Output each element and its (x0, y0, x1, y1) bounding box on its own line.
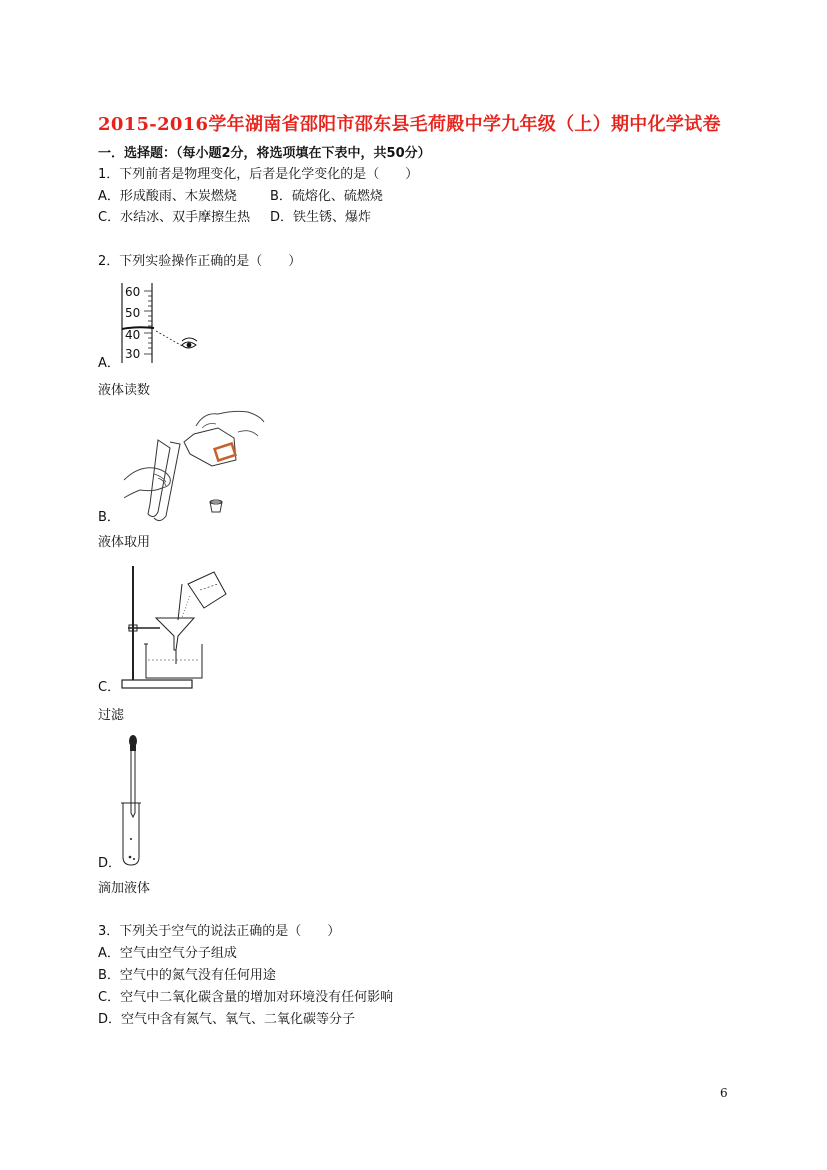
tick-label: 60 (125, 285, 141, 299)
q3-option-c: C．空气中二氧化碳含量的增加对环境没有任何影响 (98, 990, 394, 1005)
tick-label: 30 (125, 347, 141, 361)
tick-label: 40 (125, 328, 141, 342)
q3-option-d: D．空气中含有氮气、氧气、二氧化碳等分子 (98, 1012, 356, 1027)
q2-option-c-caption: 过滤 (98, 708, 125, 723)
q2-option-a-letter: A． (98, 356, 120, 371)
figure-filtration (118, 564, 228, 692)
q3-option-a: A．空气由空气分子组成 (98, 946, 237, 961)
figure-liquid-pouring (118, 408, 268, 526)
q1-option-b: B．硫熔化、硫燃烧 (270, 189, 383, 204)
q2-option-a-caption: 液体读数 (98, 383, 151, 398)
section-heading: 一．选择题：（每小题2分，将选项填在下表中，共50分） (98, 146, 431, 161)
q2-option-d-caption: 滴加液体 (98, 881, 151, 896)
q1-option-d: D．铁生锈、爆炸 (270, 210, 372, 225)
exam-title: 2015-2016学年湖南省邵阳市邵东县毛荷殿中学九年级（上）期中化学试卷 (98, 114, 721, 135)
q3-option-b: B．空气中的氮气没有任何用途 (98, 968, 276, 983)
q3-stem: 3．下列关于空气的说法正确的是（ ） (98, 924, 341, 939)
tick-label: 50 (125, 306, 141, 320)
figure-graduated-cylinder (118, 281, 208, 367)
bottle-label-icon (215, 444, 236, 461)
q2-option-d-letter: D． (98, 856, 122, 871)
q2-stem: 2．下列实验操作正确的是（ ） (98, 254, 302, 269)
q2-option-b-caption: 液体取用 (98, 535, 151, 550)
q1-option-c: C．水结冰、双手摩擦生热 (98, 210, 251, 225)
figure-dropper (118, 733, 158, 867)
q2-option-c-letter: C． (98, 680, 121, 695)
q1-stem: 1．下列前者是物理变化，后者是化学变化的是（ ） (98, 167, 419, 182)
q1-option-a: A．形成酸雨、木炭燃烧 (98, 189, 237, 204)
q2-option-b-letter: B． (98, 510, 120, 525)
page-number: 6 (720, 1086, 728, 1100)
